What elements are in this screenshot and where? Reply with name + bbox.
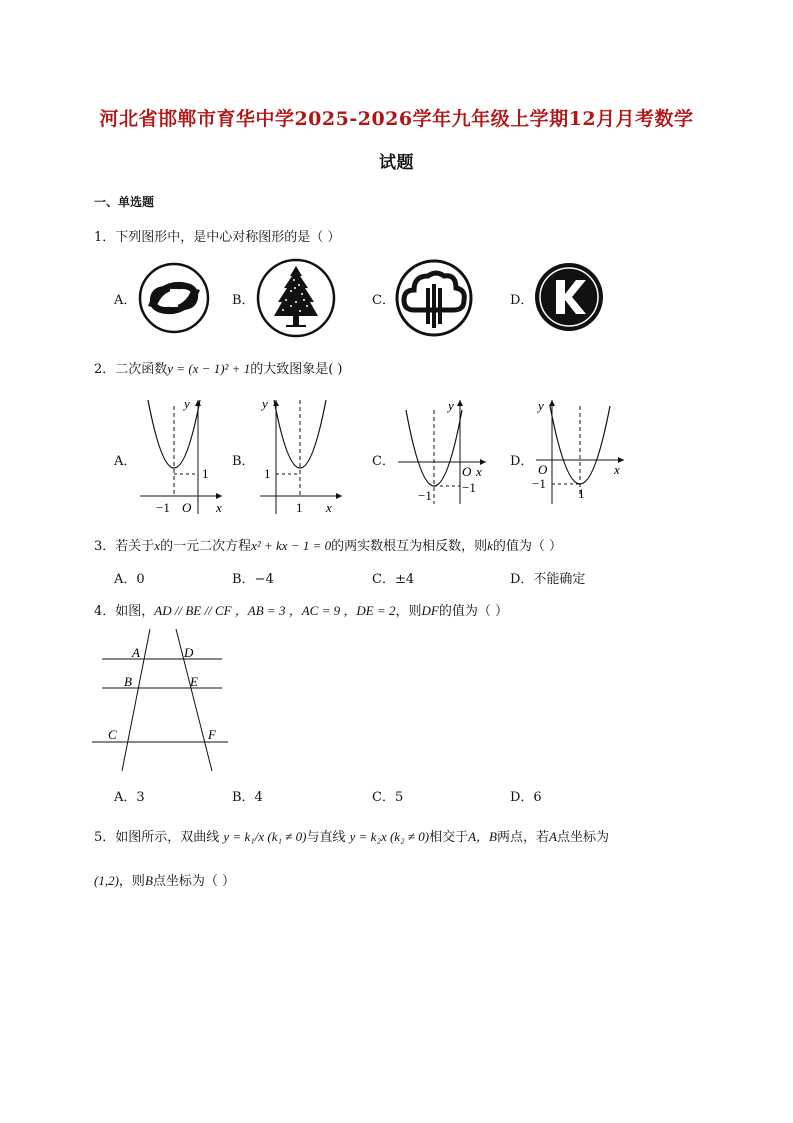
q3-option-a: A．0: [114, 572, 145, 587]
tree-logo-icon: [256, 258, 336, 338]
graph-b-one-label: 1: [264, 466, 271, 481]
graph-d-x-label: x: [614, 462, 620, 477]
point-c-label: C: [108, 727, 117, 742]
q4-option-c: C．5: [372, 790, 404, 805]
q5-line2-pre: ，则: [118, 874, 145, 889]
q3-formula: x² + kx − 1 = 0: [251, 538, 332, 553]
q1-option-c-label: C．: [372, 293, 395, 308]
q2-formula: y = (x − 1)² + 1: [167, 361, 251, 376]
graph-d: [532, 396, 632, 506]
q5-formula-line: y = k₂x (k₂ ≠ 0): [349, 829, 430, 844]
q5-line2-post: 点坐标为（ ）: [152, 874, 236, 889]
q4-stem-text: 4．如图，: [94, 604, 155, 619]
graph-a-y-label: y: [184, 396, 190, 411]
q5-stem-post2: 两点，若: [496, 830, 549, 845]
graph-b-x-label: x: [326, 500, 332, 515]
q4-var-df: DF: [421, 603, 439, 618]
point-f-label: F: [208, 727, 216, 742]
point-b-label: B: [124, 674, 132, 689]
graph-d-neg1-label: −1: [532, 476, 546, 491]
q4-option-d: D．6: [510, 790, 542, 805]
question-5-stem: [94, 826, 609, 845]
q3-option-b: B．−4: [232, 572, 274, 587]
q3-stem-end: 的值为（ ）: [492, 539, 563, 554]
q5-stem-text: 5．如图所示，双曲线: [94, 830, 220, 845]
q4-formula: AD // BE // CF ，AB = 3 ，AC = 9 ，DE = 2: [154, 603, 396, 618]
question-2-stem: [94, 358, 342, 377]
parallel-lines-figure: [92, 625, 232, 775]
q2-stem-text: 2．二次函数: [94, 362, 168, 377]
q2-option-c-label: C．: [372, 454, 395, 469]
question-5-stem-line2: [94, 870, 235, 889]
q2-option-d-label: D．: [510, 454, 534, 469]
graph-a-neg1-label: −1: [156, 500, 170, 515]
section-heading: 一、单选题: [94, 195, 155, 209]
question-1-stem: 1．下列图形中，是中心对称图形的是（ ）: [94, 230, 341, 245]
graph-a-x-label: x: [216, 500, 222, 515]
question-3-stem: [94, 535, 562, 554]
graph-d-y-label: y: [538, 398, 544, 413]
q5-stem-post: 相交于: [429, 830, 469, 845]
point-e-label: E: [190, 674, 198, 689]
graph-b-y-label: y: [262, 396, 268, 411]
graph-c-neg1-x-label: −1: [418, 488, 432, 503]
point-a-label: A: [132, 645, 140, 660]
question-4-stem: [94, 600, 508, 619]
q3-var-x: x: [154, 538, 161, 553]
q5-points-ab: A，B: [468, 829, 497, 844]
q5-coordinate: (1,2): [94, 873, 119, 888]
letter-k-logo-icon: [534, 262, 604, 332]
q1-option-a-label: A．: [114, 293, 137, 308]
q5-stem-post3: 点坐标为: [556, 830, 609, 845]
graph-c-x-label: x: [476, 464, 482, 479]
cloud-logo-icon: [394, 258, 474, 338]
q3-var-k: k: [487, 538, 493, 553]
q3-option-c: C．±4: [372, 572, 415, 587]
plus-sign-logo-icon: [138, 262, 210, 334]
q4-stem-post: ，则: [395, 604, 422, 619]
q3-stem-post: 的两实数根互为相反数，则: [331, 539, 488, 554]
graph-a: [136, 396, 226, 516]
document-title: 河北省邯郸市育华中学2025-2026学年九年级上学期12月月考数学: [99, 108, 694, 130]
graph-a-origin-label: O: [182, 500, 192, 515]
graph-b-one-x-label: 1: [296, 500, 303, 515]
q5-formula-hyperbola: y = k₁/x (k₁ ≠ 0): [223, 829, 307, 844]
q1-option-d-label: D．: [510, 293, 534, 308]
graph-c-origin-label: O: [462, 464, 472, 479]
graph-a-one-label: 1: [202, 466, 209, 481]
point-d-label: D: [184, 645, 194, 660]
graph-c-neg1-y-label: −1: [462, 480, 476, 495]
graph-d-origin-label: O: [538, 462, 548, 477]
q3-stem-text: 3．若关于: [94, 539, 155, 554]
q3-option-d: D．不能确定: [510, 572, 586, 587]
q4-stem-end: 的值为（ ）: [438, 604, 508, 619]
q4-option-a: A．3: [114, 790, 145, 805]
q4-option-b: B．4: [232, 790, 263, 805]
graph-b: [256, 396, 346, 516]
graph-d-one-label: 1: [578, 486, 585, 501]
graph-c: [394, 396, 494, 506]
q3-stem-mid: 的一元二次方程: [160, 539, 252, 554]
document-title-line2: 试题: [379, 153, 414, 173]
q2-option-a-label: A．: [114, 454, 137, 469]
q5-stem-mid: 与直线: [306, 830, 346, 845]
q5-point-b: B: [144, 873, 153, 888]
graph-c-y-label: y: [448, 398, 454, 413]
q5-point-a: A: [548, 829, 557, 844]
q2-stem-end: 的大致图象是( ): [250, 362, 343, 377]
q2-option-b-label: B．: [232, 454, 255, 469]
q1-option-b-label: B．: [232, 293, 255, 308]
